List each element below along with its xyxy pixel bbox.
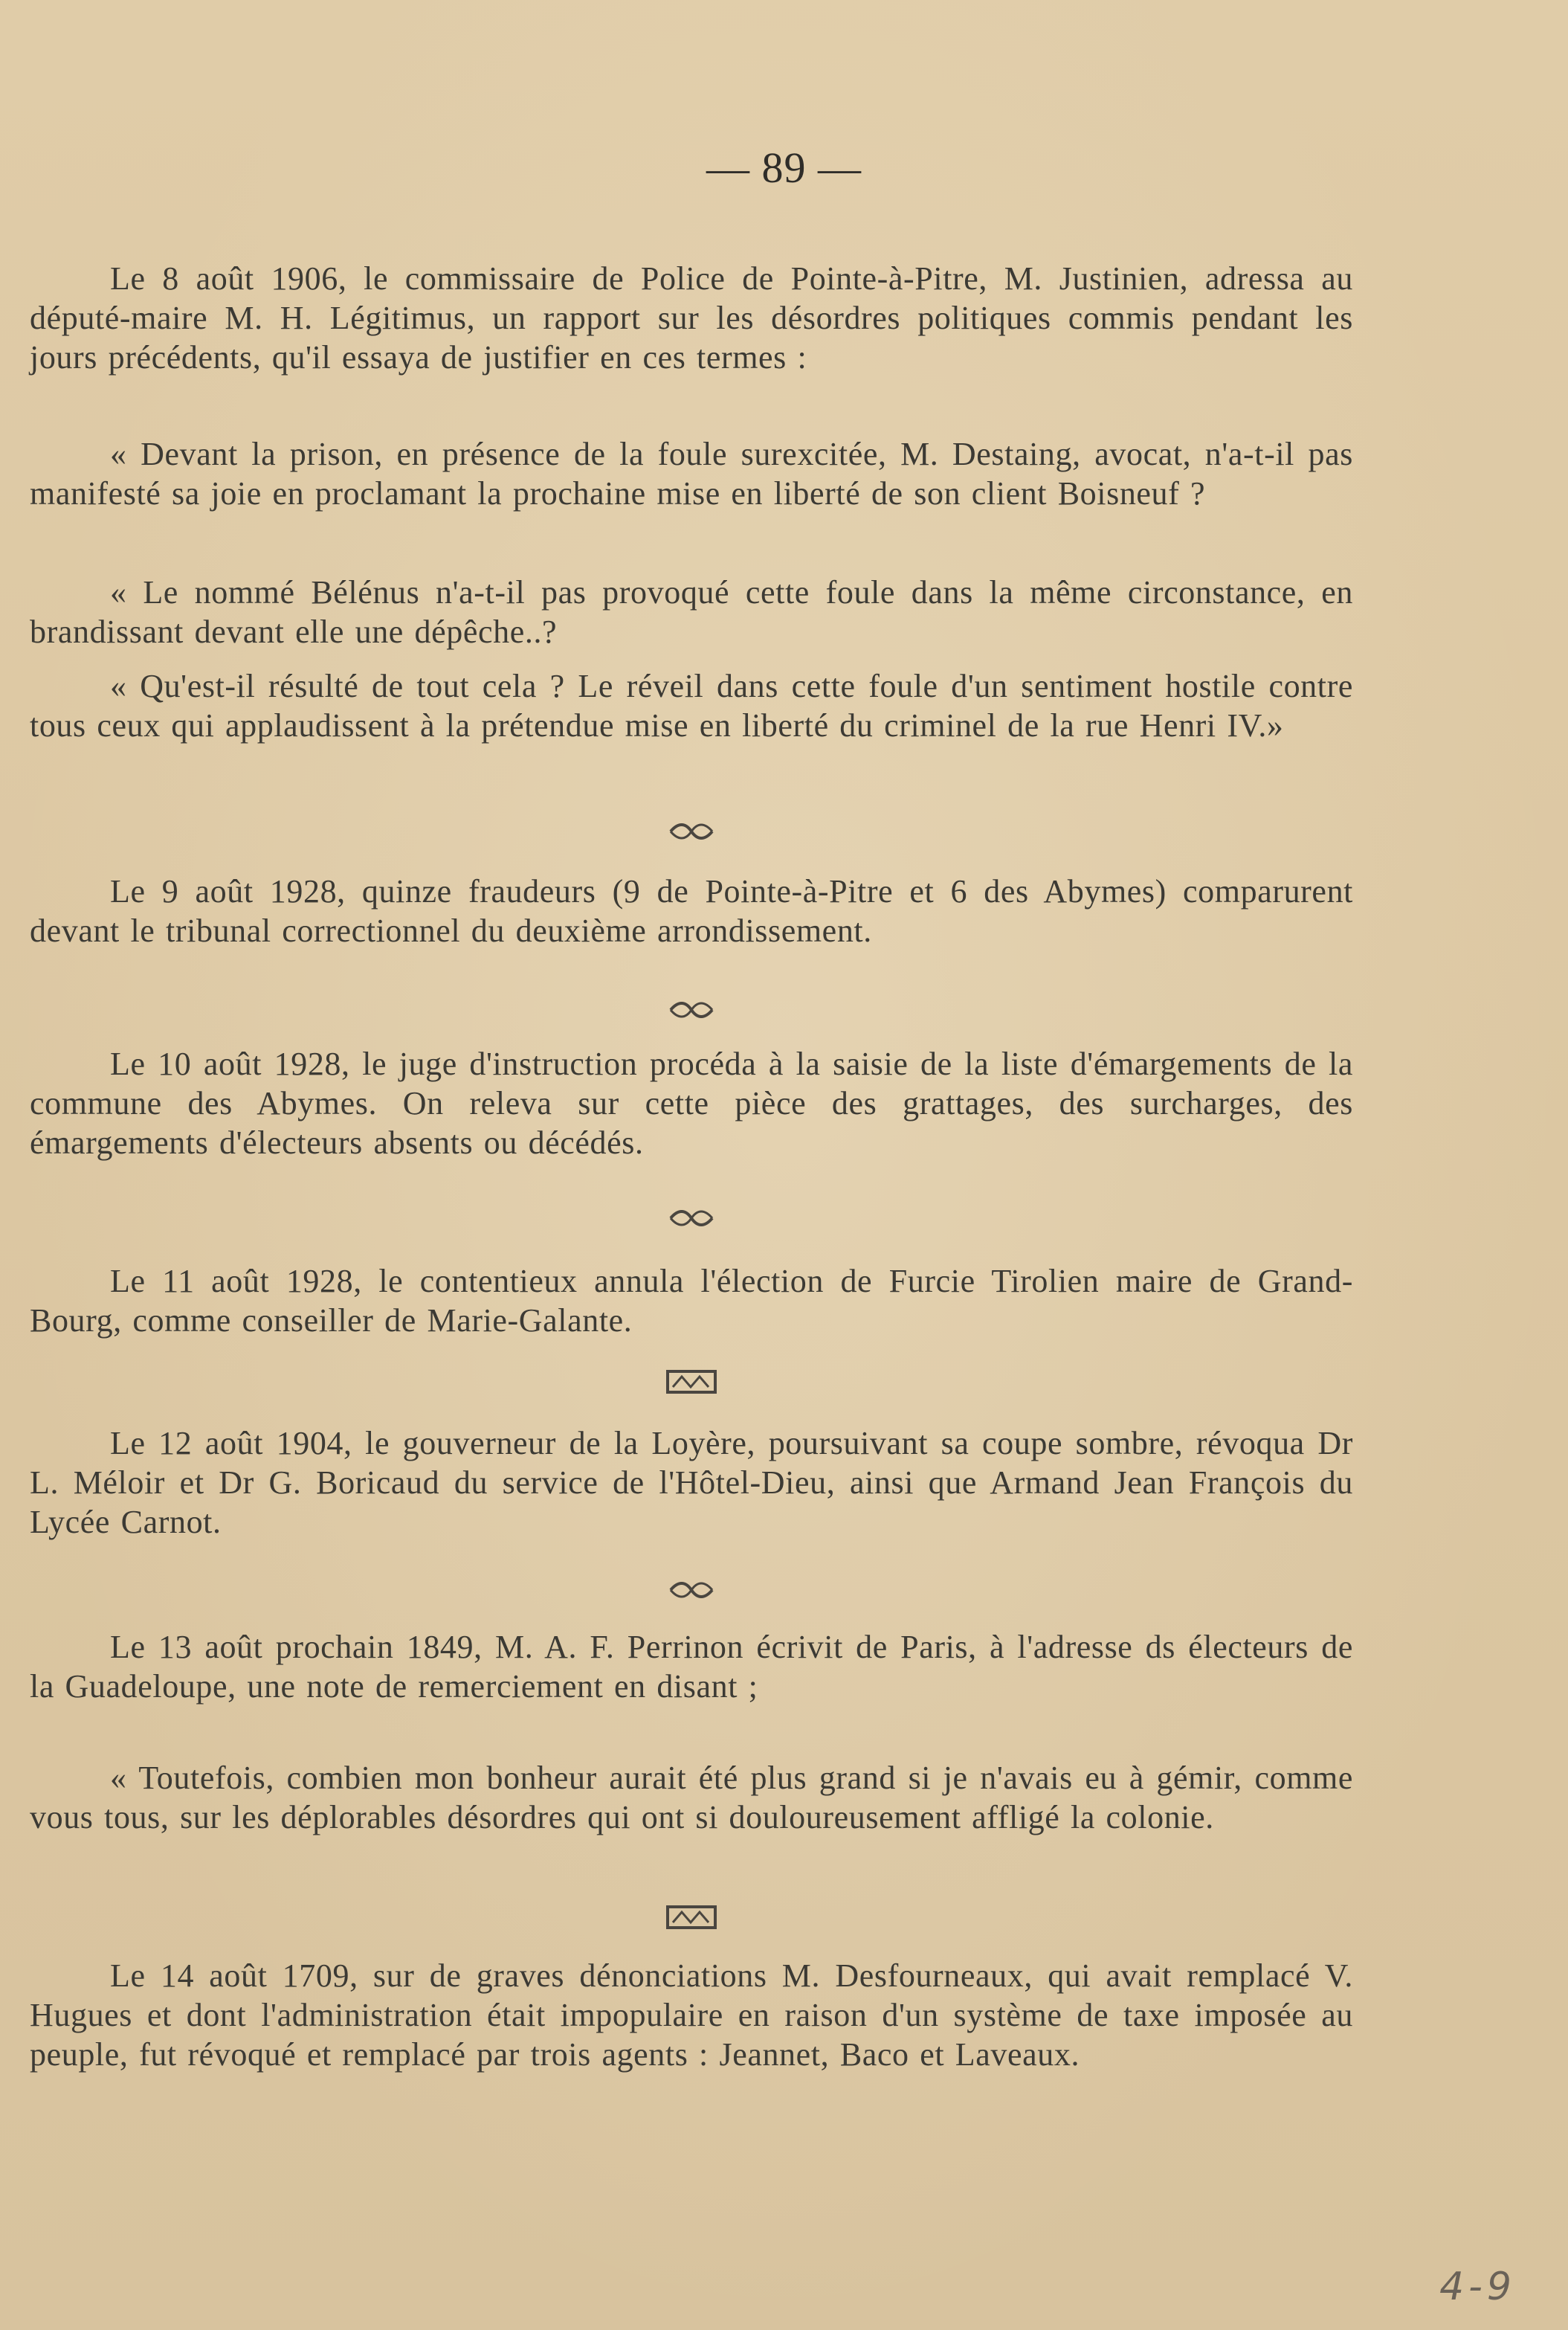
ornament-icon (668, 821, 715, 842)
ornament-separator (0, 815, 1383, 845)
ornament-separator (0, 1901, 1383, 1931)
ornament-separator (0, 1574, 1383, 1603)
paragraph: « Qu'est-il résulté de tout cela ? Le réveil dans cette foule d'un sentiment hostile contre tous ceux qui applaudissent à la prétendue mise en liberté du criminel de la rue Henri IV.» (30, 668, 1353, 744)
entry-13-aout-1849 (30, 1627, 1353, 1706)
paragraph: « Devant la prison, en présence de la foule surexcitée, M. Destaing, avocat, n'a-t-il pas manifesté sa joie en proclamant la prochaine mise en liberté de son client Boisneuf ? (30, 436, 1353, 512)
entry-14-aout-1709 (30, 1956, 1353, 2074)
ornament-icon (668, 1000, 715, 1020)
ornament-separator (0, 994, 1383, 1023)
ornament-icon (668, 1208, 715, 1229)
ornament-icon (665, 1369, 717, 1394)
entry-11-aout-1928 (30, 1261, 1353, 1340)
ornament-icon (668, 1580, 715, 1600)
ornament-separator (0, 1365, 1383, 1395)
handwritten-note: 4-9 (1439, 2265, 1516, 2309)
paragraph: Le 13 août prochain 1849, M. A. F. Perrinon écrivit de Paris, à l'adresse ds électeurs de la Guadeloupe, une note de remerciement en disant ; (30, 1629, 1353, 1705)
paragraph: Le 14 août 1709, sur de graves dénonciations M. Desfourneaux, qui avait remplacé V. Hugues et dont l'administration était impopulaire en raison d'un système de taxe imposée au peuple, fut révoqué et remplacé par trois agents : Jeannet, Baco et Laveaux. (30, 1957, 1353, 2073)
ornament-icon (665, 1905, 717, 1930)
quote-belenus (30, 573, 1353, 651)
quote-perrinon (30, 1758, 1353, 1837)
paragraph: Le 9 août 1928, quinze fraudeurs (9 de Pointe-à-Pitre et 6 des Abymes) comparurent devant le tribunal correctionnel du deuxième arrondissement. (30, 873, 1353, 949)
quote-resultat (30, 666, 1353, 745)
paragraph: Le 12 août 1904, le gouverneur de la Loyère, poursuivant sa coupe sombre, révoqua Dr L. Méloir et Dr G. Boricaud du service de l'Hôtel-Dieu, ainsi que Armand Jean François du Lycée Carnot. (30, 1425, 1353, 1540)
paragraph: Le 10 août 1928, le juge d'instruction procéda à la saisie de la liste d'émargements de la commune des Abymes. On releva sur cette pièce des grattages, des surcharges, des émargements d'électeurs absents ou décédés. (30, 1046, 1353, 1161)
paragraph: « Toutefois, combien mon bonheur aurait été plus grand si je n'avais eu à gémir, comme vous tous, sur les déplorables désordres qui ont si douloureusement affligé la colonie. (30, 1760, 1353, 1835)
paragraph: Le 8 août 1906, le commissaire de Police de Pointe-à-Pitre, M. Justinien, adressa au député-maire M. H. Légitimus, un rapport sur les désordres politiques commis pendant les jours précédents, qu'il essaya de justifier en ces termes : (30, 260, 1353, 376)
quote-destaing (30, 434, 1353, 513)
entry-12-aout-1904 (30, 1423, 1353, 1542)
entry-8-aout-1906 (30, 259, 1353, 377)
paragraph: « Le nommé Bélénus n'a-t-il pas provoqué cette foule dans la même circonstance, en brandissant devant elle une dépêche..? (30, 574, 1353, 650)
paragraph: Le 11 août 1928, le contentieux annula l'élection de Furcie Tirolien maire de Grand-Bourg, comme conseiller de Marie-Galante. (30, 1263, 1353, 1339)
entry-9-aout-1928 (30, 872, 1353, 950)
page-number: — 89 — (706, 144, 862, 192)
ornament-separator (0, 1202, 1383, 1232)
entry-10-aout-1928 (30, 1044, 1353, 1162)
